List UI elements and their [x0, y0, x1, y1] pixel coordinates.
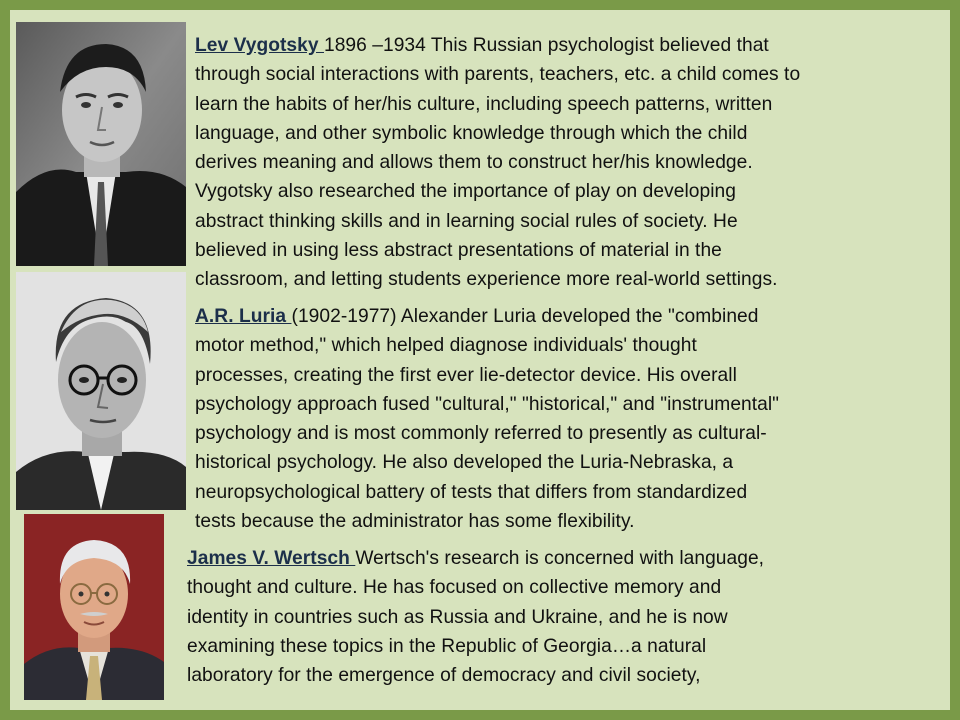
bio-luria	[195, 302, 935, 536]
bio-line: classroom, and letting students experience more real-world settings.	[195, 269, 778, 291]
bio-line: through social interactions with parents, teachers, etc. a child comes to	[195, 64, 801, 86]
bio-line: motor method," which helped diagnose individuals' thought	[195, 335, 697, 357]
bio-line: believed in using less abstract presentations of material in the	[195, 240, 722, 262]
bio-line: examining these topics in the Republic of Georgia…a natural	[187, 635, 707, 657]
portrait-luria	[16, 272, 186, 510]
bio-line: identity in countries such as Russia and Ukraine, and he is now	[187, 606, 728, 628]
bio-line: 1896 –1934 This Russian psychologist believed that	[323, 35, 769, 56]
slide	[10, 10, 950, 710]
bio-line: language, and other symbolic knowledge through which the child	[195, 122, 748, 144]
portrait-vygotsky	[16, 22, 186, 266]
bio-wertsch	[187, 544, 917, 690]
portrait-wertsch	[24, 514, 164, 700]
bio-line: learn the habits of her/his culture, including speech patterns, written	[195, 93, 773, 115]
bio-line: laboratory for the emergence of democracy and civil society,	[187, 665, 701, 687]
bio-line: derives meaning and allows them to construct her/his knowledge.	[195, 152, 753, 174]
name-luria: A.R. Luria	[195, 306, 292, 327]
bio-line: tests because the administrator has some flexibility.	[195, 511, 635, 533]
bio-line: neuropsychological battery of tests that differs from standardized	[195, 481, 748, 503]
name-wertsch: James V. Wertsch	[187, 548, 356, 569]
bio-line: Wertsch's research is concerned with language,	[355, 548, 765, 569]
bio-line: psychology approach fused "cultural," "historical," and "instrumental"	[195, 393, 780, 415]
name-vygotsky: Lev Vygotsky	[195, 35, 324, 56]
bio-line: psychology and is most commonly referred to presently as cultural-	[195, 423, 767, 445]
bio-vygotsky	[195, 31, 947, 295]
bio-line: processes, creating the first ever lie-detector device. His overall	[195, 364, 737, 386]
bio-line: thought and culture. He has focused on collective memory and	[187, 577, 722, 599]
bio-line: (1902-1977) Alexander Luria developed the "combined	[291, 306, 759, 327]
bio-line: abstract thinking skills and in learning social rules of society. He	[195, 210, 738, 232]
bio-line: Vygotsky also researched the importance of play on developing	[195, 181, 736, 203]
bio-line: historical psychology. He also developed the Luria-Nebraska, a	[195, 452, 734, 474]
